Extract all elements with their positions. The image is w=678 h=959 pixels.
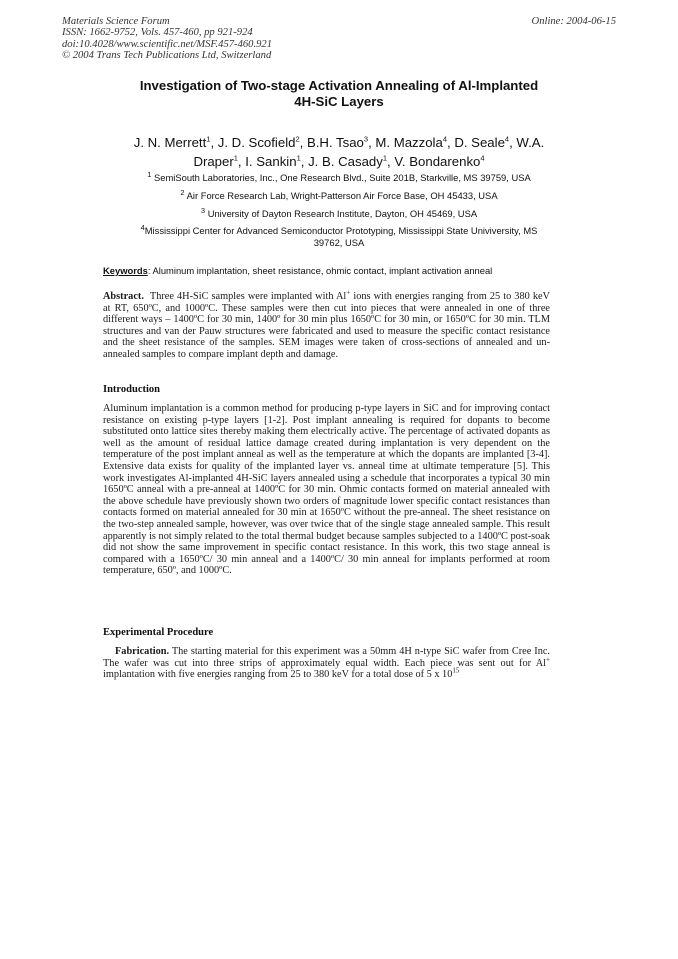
fabrication-paragraph: Fabrication. The starting material for this experiment was a 50mm 4H n-type SiC wafer from Cree Inc. The wafer was cut into three strips of approximately equal width. Each piece was sent out for Al+ implantation with five energies ranging from 25 to 380 keV for a total dose of 5 x $10^{15}$ <box>103 646 550 681</box>
keywords-text: : Aluminum implantation, sheet resistance, ohmic contact, implant activation anneal <box>147 265 493 276</box>
author-name: M. Mazzola <box>375 135 443 150</box>
abstract: Abstract. Three 4H-SiC samples were implanted with Al+ ions with energies ranging from 25 to 380 keV at RT, 650ºC, and 1000ºC. These samples were then cut into pieces that were annealed in one of three different ways – 1400ºC for 30 min, 1400º for 30 min plus 1650ºC for 30 min, or 1650ºC for 30 min. TLM structures and van der Pauw structures were fabricated and used to measure the specific contact resistance and the sheet resistance of the samples. SEM images were taken of cross-sections of annealed and un-annealed samples to compare implant depth and damage. <box>103 288 550 360</box>
journal-info <box>62 16 272 62</box>
affiliation-1: $^1$ SemiSouth Laboratories, Inc., One Research Blvd., Suite 201B, Starkville, MS 39759, USA <box>147 169 531 183</box>
author-affiliation-mark: 2 <box>295 134 300 144</box>
author-affiliation-mark: 4 <box>480 153 485 163</box>
journal-doi[interactable]: doi:10.4028/www.scientific.net/MSF.457-460.921 <box>62 38 272 50</box>
author-name: J. B. Casady <box>308 154 383 169</box>
author-name: J. D. Scofield <box>217 135 296 150</box>
author-name-part: Draper <box>193 154 234 169</box>
author-affiliation-mark: 4 <box>504 134 510 144</box>
affiliation-2: $^2$ Air Force Research Lab, Wright-Patterson Air Force Base, OH 45433, USA <box>180 187 498 201</box>
author-affiliation-mark: 3 <box>363 134 369 144</box>
author-affiliation-mark: 1 <box>382 153 388 163</box>
author-affiliation-mark: 1 <box>233 153 238 163</box>
journal-issn: ISSN: 1662-9752, Vols. 457-460, pp 921-924 <box>62 27 253 39</box>
affiliation-4: $^4$Mississippi Center for Advanced Semiconductor Prototyping, Mississippi State Univiversity, MS 39762, USA <box>140 222 538 248</box>
journal-copyright: © 2004 Trans Tech Publications Ltd, Switzerland <box>62 50 272 62</box>
introduction-text: Aluminum implantation is a common method for producing p-type layers in SiC and for improving contact resistance on existing p-type layers [1-2]. Post implant annealing is required for dopants to become substituted onto lattice sites thereby making them electrically active. The percentage of activated dopants as well as the amount of residual lattice damage created during implantation is very dependent on the temperature of the post implant anneal as well as the temperature at which the dopants are implanted [3-4]. Extensive data exists for quality of the implanted layer vs. anneal time at ultimate temperature [5]. This work investigates Al-implanted 4H-SiC layers annealed using a schedule that incorporates a typical 30 min 1650ºC anneal with a pre-anneal at 1400ºC for 30 min. Ohmic contacts formed on material annealed with the above schedule have previously shown two orders of magnitude lower specific contact resistances than contacts formed on material annealed for 30 min at 1650ºC without the pre-anneal. The sheet resistance on the two-step annealed sample, however, was over twice that of the single stage annealed sample. This result apparently is not simply related to the total thermal budget because samples subjected to a 1400ºC post-soak did not show the same improvement in specific contact resistance. In this work, this two stage anneal is compared with a 1650ºC/ 30 min anneal and a 1400ºC/ 30 min anneal for implants performed at room temperature, 650º, and 1000ºC. <box>103 403 550 577</box>
experimental-heading: Experimental Procedure <box>103 627 214 638</box>
author-affiliation-mark: 4 <box>442 134 447 144</box>
author-line-1: J. N. Merrett$^1$, J. D. Scofield$^2$, B.H. Tsao$^3$, M. Mazzola$^4$, D. Seale$^4$, W.A. <box>133 134 545 150</box>
introduction-heading: Introduction <box>103 384 160 395</box>
keywords <box>103 265 492 276</box>
author-line-2: Draper$^1$, I. Sankin$^1$, J. B. Casady$^1$, V. Bondarenko$^4$ <box>193 153 485 169</box>
author-name: I. Sankin <box>245 154 297 169</box>
author-name-part: W.A. <box>516 135 545 150</box>
author-name: J. N. Merrett <box>133 135 207 150</box>
fabrication-label: Fabrication. <box>115 646 170 657</box>
author-name: D. Seale <box>454 135 505 150</box>
online-date: Online: 2004-06-15 <box>531 16 616 27</box>
affiliation-3: $^3$ University of Dayton Research Institute, Dayton, OH 45469, USA <box>200 205 478 219</box>
author-affiliation-mark: 1 <box>296 153 301 163</box>
author-name: V. Bondarenko <box>394 154 481 169</box>
paper-title <box>80 78 598 110</box>
journal-name: Materials Science Forum <box>62 16 170 27</box>
keywords-label: Keywords <box>103 265 148 276</box>
abstract-label: Abstract. <box>103 291 144 302</box>
title-line-1: Investigation of Two-stage Activation Annealing of Al-Implanted <box>139 78 539 93</box>
author-name: B.H. Tsao <box>306 135 364 150</box>
author-list <box>70 133 608 171</box>
author-affiliation-mark: 1 <box>206 134 211 144</box>
title-line-2: 4H-SiC Layers <box>294 94 384 109</box>
